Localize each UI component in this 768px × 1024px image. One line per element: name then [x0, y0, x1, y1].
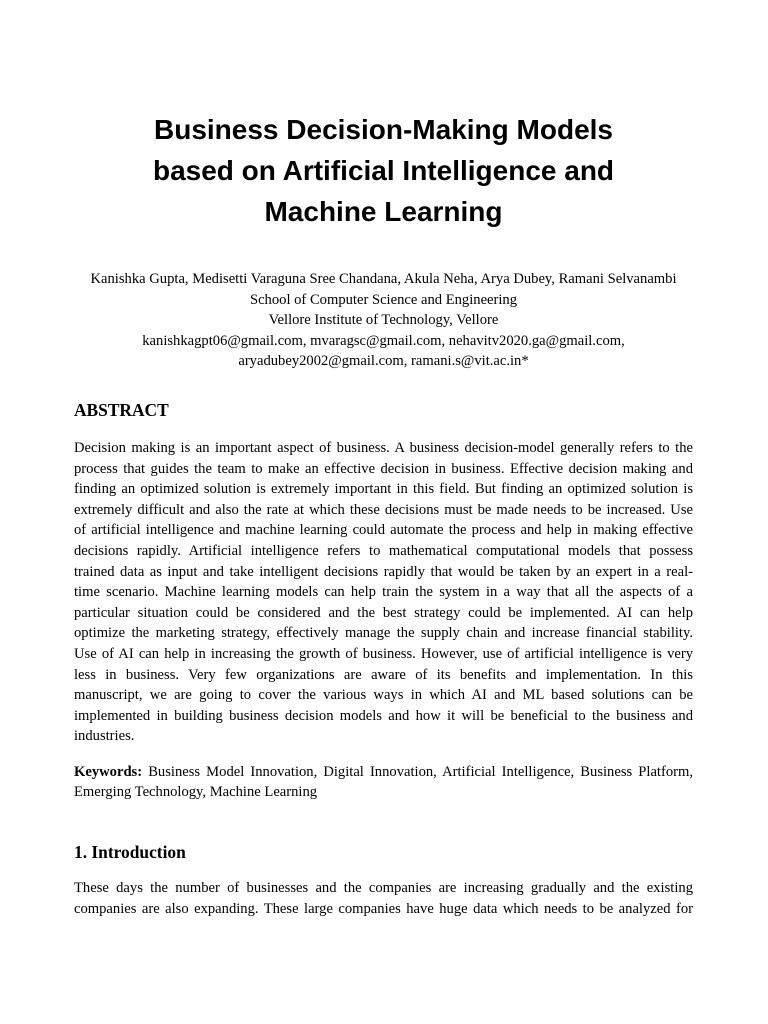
author-emails: kanishkagpt06@gmail.com, mvaragsc@gmail.com, nehavitv2020.ga@gmail.com, [142, 332, 625, 349]
introduction-paragraph [74, 878, 693, 919]
abstract-line: particular situation could be considered and the best strategy could be implemented. AI can help [74, 604, 693, 621]
keywords-text: Emerging Technology, Machine Learning [74, 784, 318, 801]
abstract-line: finding an optimized solution is extremely important in this field. But finding an optimized solution is [74, 481, 693, 498]
title-line: based on Artificial Intelligence and [152, 155, 615, 186]
abstract-line: time scenario. Machine learning models can help train the system in a way that all the aspects of a [74, 584, 693, 601]
title-line: Machine Learning [264, 196, 503, 227]
abstract-line: process that guides the team to make an effective decision in business. Effective decision making and [74, 460, 693, 477]
abstract-line: Use of AI can help in increasing the growth of business. However, use of artificial intelligence is very [74, 645, 693, 662]
author-names: Kanishka Gupta, Medisetti Varaguna Sree Chandana, Akula Neha, Arya Dubey, Ramani Selvanambi [90, 271, 677, 287]
abstract-line: extremely difficult and also the rate at which these decisions must be made needs to be increased. Use [74, 501, 693, 518]
keywords-text: Business Model Innovation, Digital Innovation, Artificial Intelligence, Business Platform, [142, 763, 693, 780]
paper-title [74, 109, 693, 232]
author-affiliation-block [74, 269, 693, 372]
abstract-line: optimize the marketing strategy, effectively manage the supply chain and increase financial stability. [74, 625, 693, 642]
paper-page [74, 0, 693, 919]
abstract-line: Decision making is an important aspect of business. A business decision-model generally refers to the [74, 439, 693, 456]
school-name: School of Computer Science and Engineering [249, 291, 518, 308]
abstract-paragraph [74, 438, 693, 747]
abstract-line: manuscript, we are going to cover the various ways in which AI and ML based solutions can be [74, 687, 693, 704]
abstract-line: of artificial intelligence and machine learning could automate the process and help in making effective [74, 522, 693, 539]
abstract-line: trained data as input and take intelligent decisions rapidly that would be taken by an expert in a real- [74, 563, 693, 580]
keywords-label: Keywords: [74, 763, 143, 780]
institute-name: Vellore Institute of Technology, Vellore [268, 312, 499, 329]
abstract-line: industries. [74, 728, 135, 745]
introduction-heading: 1. Introduction [74, 842, 186, 863]
abstract-line: implemented in building business decision models and how it will be beneficial to the business and [74, 707, 693, 724]
keywords-paragraph [74, 762, 693, 803]
keywords-line [74, 762, 693, 783]
abstract-heading: ABSTRACT [74, 399, 169, 420]
author-emails: aryadubey2002@gmail.com, ramani.s@vit.ac.in* [238, 353, 529, 370]
introduction-line: These days the number of businesses and the companies are increasing gradually and the existing [74, 880, 693, 897]
abstract-line: less in business. Very few organizations are aware of its benefits and implementation. In this [74, 666, 693, 683]
introduction-line: companies are also expanding. These large companies have huge data which needs to be analyzed for [74, 900, 693, 917]
abstract-line: decisions rapidly. Artificial intelligence refers to mathematical computational models that possess [74, 542, 693, 559]
title-line: Business Decision-Making Models [154, 114, 613, 145]
